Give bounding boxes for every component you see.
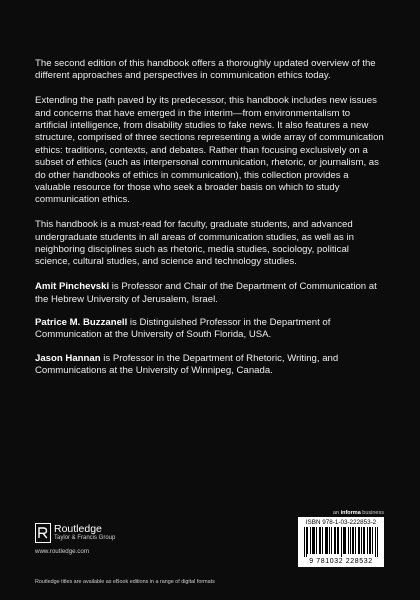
barcode-icon xyxy=(304,527,378,557)
informa-prefix: an xyxy=(332,510,341,516)
description-paragraph-2: Extending the path paved by its predecessor, this handbook includes new issues and concerns that have emerged in the interim—from environmentalism to artificial intelligence, from disability studies to fake news. It also features a new structure, comprised of three sections representing a wide array of communication ethics: traditions, contexts, and debates. Rather than focusing exclusively on a subset of ethics (such as interpersonal communication, rhetoric, or journalism, as do other handbooks of ethics in communication), this collection provides a valuable resource for those who seek a broader basis on which to study communication ethics. xyxy=(35,95,384,206)
isbn-label: ISBN 978-1-03-222853-2 xyxy=(305,519,377,526)
editor-bios xyxy=(35,281,385,377)
informa-suffix: business xyxy=(360,510,384,516)
barcode-digits: 9 781032 228532 xyxy=(309,558,373,565)
description-paragraph-1: The second edition of this handbook offers a thoroughly updated overview of the different approaches and perspectives in communication ethics today. xyxy=(35,58,376,82)
informa-brand: informa xyxy=(340,510,361,516)
publisher-group: Taylor & Francis Group xyxy=(54,535,116,541)
editor-description: is Professor and Chair of the Department of Communication at the Hebrew University of Jerusalem, Israel. xyxy=(35,281,377,305)
informa-business-mark xyxy=(324,510,384,516)
editor-description: is Professor in the Department of Rhetoric, Writing, and Communications at the University of Winnipeg, Canada. xyxy=(35,352,339,377)
editor-name: Patrice M. Buzzanell xyxy=(35,317,128,329)
editor-description: is Distinguished Professor in the Department of Communication at the University of South Florida, USA. xyxy=(35,317,331,341)
blurb xyxy=(35,58,385,389)
routledge-r-icon xyxy=(35,523,51,543)
publisher-name: Routledge xyxy=(54,523,102,535)
publisher-url: www.routledge.com xyxy=(35,548,89,555)
editor-bio xyxy=(35,353,385,378)
description-paragraph-3: This handbook is a must-read for faculty, graduate students, and advanced undergraduate students in all areas of communication studies, as well as in neighboring disciplines such as rhetoric, media studies, sociology, political science, cultural studies, and science and technology studies. xyxy=(35,219,354,268)
ebook-note: Routledge titles are available as eBook editions in a range of digital formats xyxy=(35,579,215,585)
editor-name: Amit Pinchevski xyxy=(35,281,110,293)
barcode-box xyxy=(298,517,384,567)
editor-bio xyxy=(35,317,385,342)
editor-name: Jason Hannan xyxy=(35,352,101,364)
editor-bio xyxy=(35,281,385,306)
